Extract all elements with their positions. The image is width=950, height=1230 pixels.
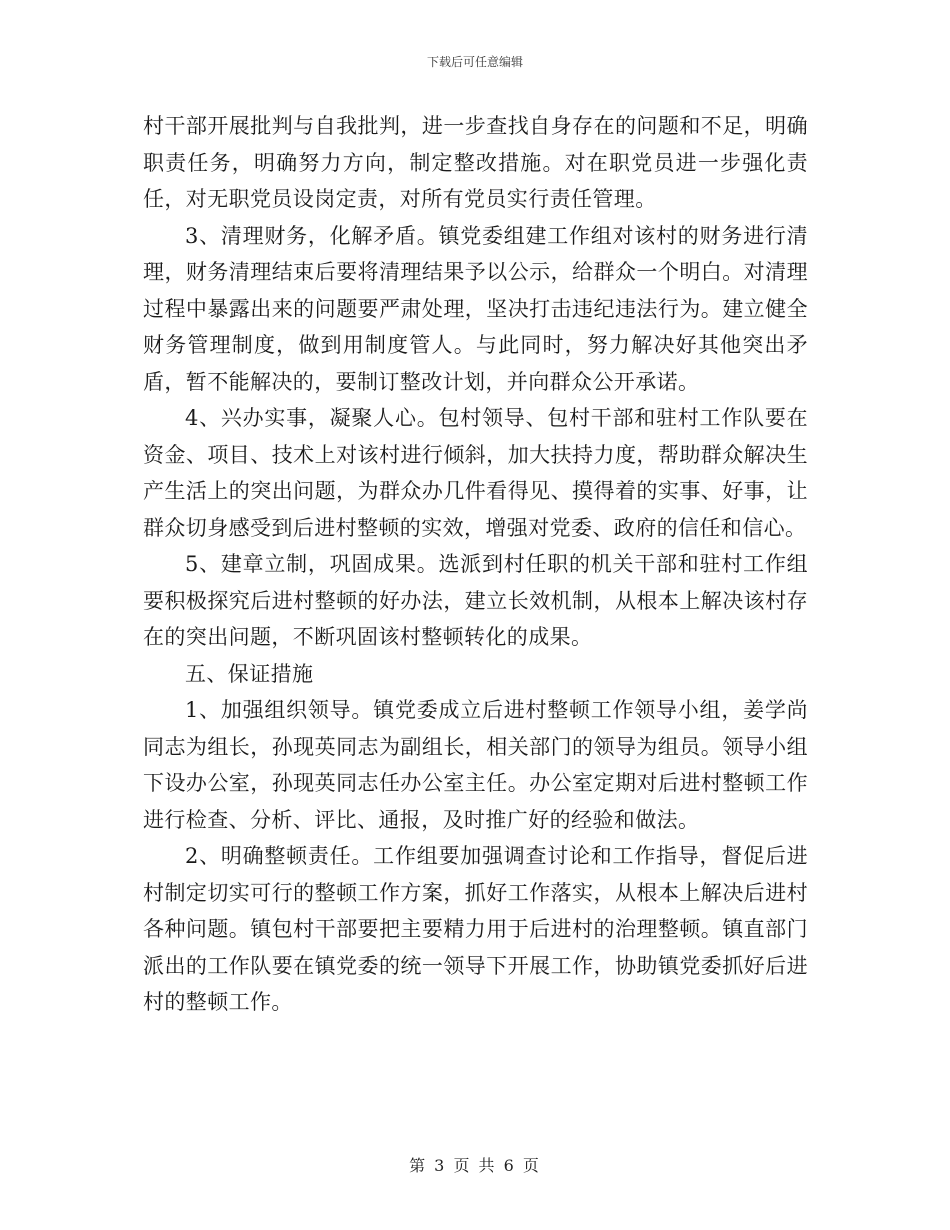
paragraph-item-4: 4、兴办实事，凝聚人心。包村领导、包村干部和驻村工作队要在资金、项目、技术上对该村进行倾斜，加大扶持力度，帮助群众解决生产生活上的突出问题，为群众办几件看得见、摸得着的实事、好事，让群众切身感受到后进村整顿的实效，增强对党委、政府的信任和信心。 — [143, 406, 808, 540]
document-body — [143, 108, 808, 1021]
section-heading: 五、保证措施 — [185, 661, 314, 686]
paragraph-item-5: 5、建章立制，巩固成果。选派到村任职的机关干部和驻村工作组要积极探究后进村整顿的好办法，建立长效机制，从根本上解决该村存在的突出问题，不断巩固该村整顿转化的成果。 — [143, 552, 808, 649]
paragraph-item-1: 1、加强组织领导。镇党委成立后进村整顿工作领导小组，姜学尚同志为组长，孙现英同志为副组长，相关部门的领导为组员。领导小组下设办公室，孙现英同志任办公室主任。办公室定期对后进村整顿工作进行检查、分析、评比、通报，及时推广好的经验和做法。 — [143, 698, 808, 832]
paragraph-item-3: 3、清理财务，化解矛盾。镇党委组建工作组对该村的财务进行清理，财务清理结束后要将清理结果予以公示，给群众一个明白。对清理过程中暴露出来的问题要严肃处理，坚决打击违纪违法行为。建立健全财务管理制度，做到用制度管人。与此同时，努力解决好其他突出矛盾，暂不能解决的，要制订整改计划，并向群众公开承诺。 — [143, 223, 808, 394]
paragraph-item-2: 2、明确整顿责任。工作组要加强调查讨论和工作指导，督促后进村制定切实可行的整顿工作方案，抓好工作落实，从根本上解决后进村各种问题。镇包村干部要把主要精力用于后进村的治理整顿。镇直部门派出的工作队要在镇党委的统一领导下开展工作，协助镇党委抓好后进村的整顿工作。 — [143, 844, 808, 1014]
paragraph-continuation: 村干部开展批判与自我批判，进一步查找自身存在的问题和不足，明确职责任务，明确努力方向，制定整改措施。对在职党员进一步强化责任，对无职党员设岗定责，对所有党员实行责任管理。 — [143, 114, 808, 211]
page-number: 第 3 页 共 6 页 — [409, 1156, 541, 1175]
page-header-note: 下载后可任意编辑 — [426, 55, 523, 69]
